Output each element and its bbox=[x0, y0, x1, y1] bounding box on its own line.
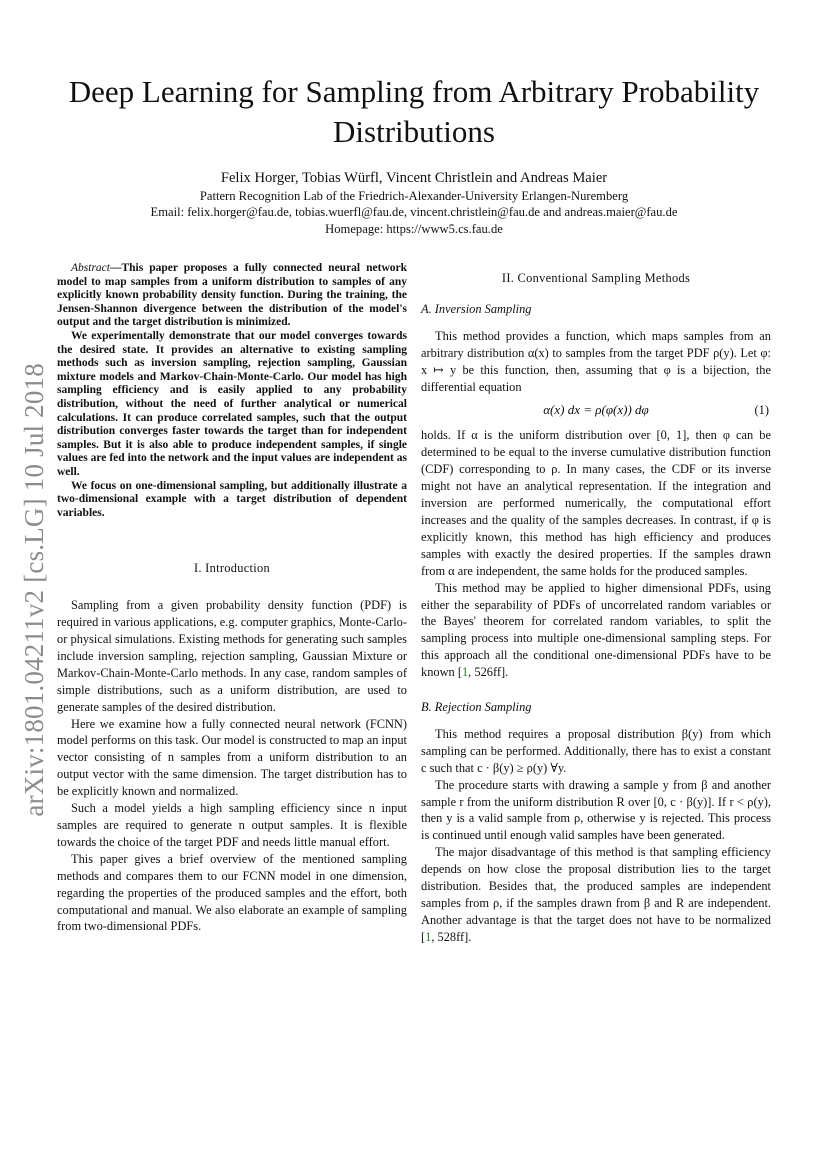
subsection-heading-inversion: A. Inversion Sampling bbox=[421, 301, 532, 316]
section-heading-conventional: II. Conventional Sampling Methods bbox=[501, 271, 691, 285]
homepage-line: Homepage: https://www5.cs.fau.de bbox=[325, 222, 503, 236]
right-column bbox=[421, 262, 771, 946]
email-line: Email: felix.horger@fau.de, tobias.wuerfl@fau.de, vincent.christlein@fau.de and andreas.maier@fau.de bbox=[150, 205, 678, 219]
body-paragraph: Sampling from a given probability density function (PDF) is required in various applications, e.g. computer graphics, Monte-Carlo- or physical simulations. Existing methods for generating such samples include inversion sampling, rejection sampling, Gaussian Mixture or Markov-Chain-Monte-Carlo methods. In any case, random samples of simple distributions, such as a uniform distribution, are used to generate samples of the desired distribution. bbox=[57, 598, 407, 714]
paper-title: Deep Learning for Sampling from Arbitrary Probability Distributions bbox=[68, 74, 760, 149]
body-paragraph: This method provides a function, which maps samples from an arbitrary distribution α(x) to samples from the target PDF ρ(y). Let φ: x ↦ y be this function, then, assuming that φ is a bijection, the differential equation bbox=[421, 328, 771, 394]
abstract-paragraph: Abstract—This paper proposes a fully connected neural network model to map samples from a uniform distribution to samples of any explicitly known probability density function. During the training, the Jensen-Shannon divergence between the distribution of the model's output and the target distribution is minimized. bbox=[57, 262, 407, 329]
equation-number: (1) bbox=[754, 403, 769, 418]
equation-1 bbox=[421, 395, 771, 427]
arxiv-stamp bbox=[12, 345, 57, 835]
body-paragraph: Here we examine how a fully connected neural network (FCNN) model performs on this task. Our model is constructed to map an input vector consisting of n samples from a uniform distribution to an output vector with the same dimension. The target distribution has to be explicitly known and normalized. bbox=[57, 716, 407, 799]
subsection-heading-rejection: B. Rejection Sampling bbox=[421, 700, 532, 715]
citation-link[interactable]: 1 bbox=[425, 929, 432, 944]
section-heading-introduction: I. Introduction bbox=[193, 561, 271, 576]
body-paragraph: This paper gives a brief overview of the mentioned sampling methods and compares them to our FCNN model in one dimension, regarding the properties of the produced samples and the effort, both computational and manual. We also elaborate an example of sampling from two-dimensional PDFs. bbox=[57, 851, 407, 934]
author-list: Felix Horger, Tobias Würfl, Vincent Christlein and Andreas Maier bbox=[220, 170, 608, 186]
abstract-paragraph: We experimentally demonstrate that our model converges towards the desired state. It provides an alternative to existing sampling methods such as inversion sampling, rejection sampling, Gaussian mixture models and Markov-Chain-Monte-Carlo. Our model has high sampling efficiency and is easily applied to any probability distribution, without the need of further analytical or numerical calculations. It can produce correlated samples, such that the output distribution converges faster towards the target than for independent samples. But it is also able to produce independent samples, if single values are fed into the network and the input values are independent as well. bbox=[57, 329, 407, 478]
affiliation: Pattern Recognition Lab of the Friedrich-Alexander-University Erlangen-Nuremberg bbox=[199, 189, 629, 203]
body-paragraph: Such a model yields a high sampling efficiency since n input samples are required to generate n output samples. It is flexible towards the choice of the target PDF and needs little manual effort. bbox=[57, 801, 407, 849]
body-paragraph: The procedure starts with drawing a sample y from β and another sample r from the uniform distribution R over [0, c · β(y)]. If r < ρ(y), then y is a valid sample from ρ, otherwise y is rejected. This process is continued until enough valid samples have been generated. bbox=[421, 777, 771, 843]
body-paragraph: The major disadvantage of this method is that sampling efficiency depends on how close the proposal distribution lies to the target distribution. Besides that, the produced samples are independent samples from ρ, if the samples drawn from β and R are independent. Another advantage is that the target does not have to be normalized [1, 528ff]. bbox=[421, 845, 771, 944]
abstract bbox=[57, 262, 407, 520]
abstract-paragraph: We focus on one-dimensional sampling, but additionally illustrate a two-dimensional example with a target distribution of dependent variables. bbox=[57, 479, 407, 519]
body-paragraph: holds. If α is the uniform distribution over [0, 1], then φ can be determined to be equal to the inverse cumulative distribution function (CDF) corresponding to ρ. In many cases, the CDF or its inverse might not have an analytical representation. If the integration and inversion are performed numerically, the computational effort increases and the quality of the samples decreases. In contrast, if φ is explicitly known, this method has high efficiency and produces samples with exactly the desired properties. If the samples drawn from α are independent, the same holds for the produced samples. bbox=[421, 428, 771, 578]
body-paragraph: This method may be applied to higher dimensional PDFs, using either the separability of PDFs of uncorrelated random variables or the Bayes' theorem for correlated random variables, to split the sampling process into multiple one-dimensional sampling steps. For this approach all the conditional one-dimensional PDFs have to be known [1, 526ff]. bbox=[421, 580, 771, 680]
abstract-lead: Abstract bbox=[71, 262, 110, 274]
body-paragraph: This method requires a proposal distribution β(y) from which sampling can be performed. Additionally, there has to exist a constant c such that c · β(y) ≥ ρ(y) ∀y. bbox=[421, 726, 771, 775]
citation-link[interactable]: 1 bbox=[461, 665, 469, 680]
arxiv-id: arXiv:1801.04211v2 [cs.LG] 10 Jul 2018 bbox=[19, 363, 49, 817]
left-column bbox=[57, 262, 407, 935]
equation-body: α(x) dx = ρ(φ(x)) dφ bbox=[543, 402, 649, 418]
